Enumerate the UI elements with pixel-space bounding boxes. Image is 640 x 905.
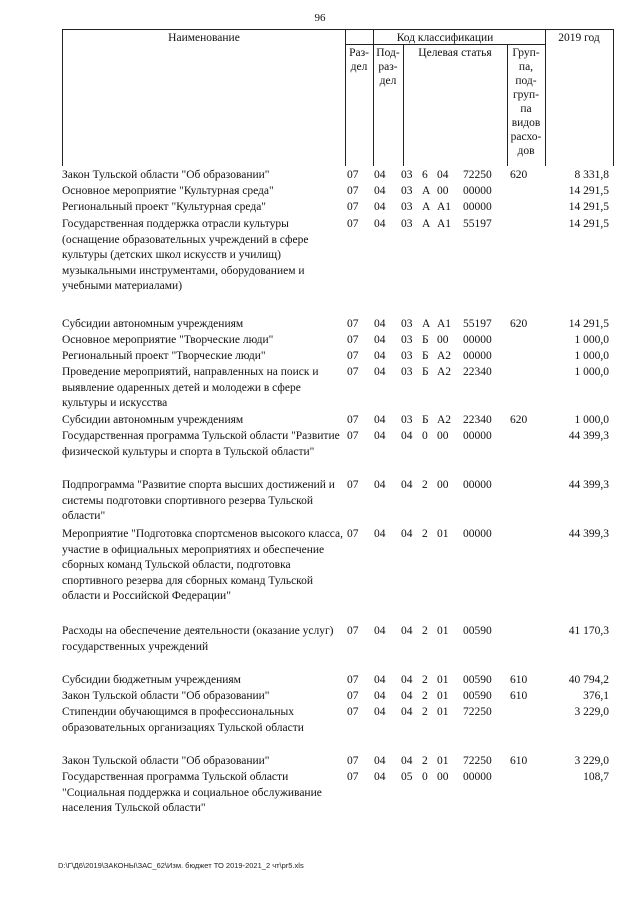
- row-podrazdel: 04: [374, 771, 386, 783]
- row-sum: 41 170,3: [568, 625, 609, 637]
- row-name: Подпрограмма "Развитие спорта высших достижений и системы подготовки спортивного резерва Тульской области": [62, 479, 335, 522]
- row-sum: 14 291,5: [568, 185, 609, 197]
- row-name: Государственная программа Тульской области "Развитие физической культуры и спорта в Тульской области": [62, 430, 340, 458]
- row-target-1: 04: [401, 479, 413, 491]
- row-target-4: 00590: [463, 625, 492, 637]
- row-sum: 40 794,2: [568, 674, 609, 686]
- row-target-3: А1: [437, 218, 452, 230]
- row-target-4: 22340: [463, 366, 492, 378]
- row-razdel: 07: [347, 185, 359, 197]
- row-target-4: 72250: [463, 169, 492, 181]
- row-target-2: А: [422, 185, 431, 197]
- row-target-2: Б: [422, 414, 429, 426]
- row-podrazdel: 04: [374, 218, 386, 230]
- row-razdel: 07: [347, 690, 359, 702]
- row-target-3: 01: [437, 755, 449, 767]
- row-target-3: 04: [437, 169, 449, 181]
- row-sum: 1 000,0: [574, 414, 609, 426]
- row-target-3: А2: [437, 414, 452, 426]
- row-razdel: 07: [347, 674, 359, 686]
- row-razdel: 07: [347, 218, 359, 230]
- row-target-4: 00590: [463, 690, 492, 702]
- row-target-1: 05: [401, 771, 413, 783]
- row-name: Государственная программа Тульской области "Социальная поддержка и социальное обслуживание населения Тульской области": [62, 771, 322, 814]
- row-target-1: 04: [401, 690, 413, 702]
- row-podrazdel: 04: [374, 706, 386, 718]
- row-name: Закон Тульской области "Об образовании": [62, 755, 270, 767]
- row-target-3: А1: [437, 201, 452, 213]
- row-target-1: 03: [401, 185, 413, 197]
- row-name: Субсидии бюджетным учреждениям: [62, 674, 241, 686]
- header-year: 2019 год: [558, 32, 600, 44]
- row-podrazdel: 04: [374, 318, 386, 330]
- row-name: Закон Тульской области "Об образовании": [62, 169, 270, 181]
- row-target-4: 00000: [463, 201, 492, 213]
- row-target-2: 2: [422, 690, 428, 702]
- row-razdel: 07: [347, 755, 359, 767]
- row-target-2: А: [422, 201, 431, 213]
- row-podrazdel: 04: [374, 528, 386, 540]
- row-name: Мероприятие "Подготовка спортсменов высокого класса, участие в официальных мероприятиях и обеспечение сборных команд Тульской области, подготовка спортивного резерва для сборных команд Тульской области и Российской Федерации": [62, 528, 343, 602]
- row-target-4: 00000: [463, 479, 492, 491]
- row-podrazdel: 04: [374, 350, 386, 362]
- row-sum: 3 229,0: [574, 706, 609, 718]
- row-target-2: 2: [422, 528, 428, 540]
- row-target-2: Б: [422, 366, 429, 378]
- row-target-2: 2: [422, 674, 428, 686]
- row-target-4: 00000: [463, 771, 492, 783]
- row-group: 610: [510, 755, 528, 767]
- row-target-3: А2: [437, 350, 452, 362]
- row-target-2: 2: [422, 706, 428, 718]
- row-razdel: 07: [347, 334, 359, 346]
- row-target-2: 0: [422, 430, 428, 442]
- row-target-1: 03: [401, 169, 413, 181]
- row-target-4: 72250: [463, 706, 492, 718]
- row-target-4: 00000: [463, 430, 492, 442]
- row-name: Расходы на обеспечение деятельности (оказание услуг) государственных учреждений: [62, 625, 334, 653]
- row-sum: 14 291,5: [568, 201, 609, 213]
- row-razdel: 07: [347, 706, 359, 718]
- row-sum: 14 291,5: [568, 318, 609, 330]
- row-group: 620: [510, 318, 528, 330]
- row-target-2: Б: [422, 350, 429, 362]
- row-target-3: 00: [437, 479, 449, 491]
- row-target-2: 2: [422, 755, 428, 767]
- row-target-3: 01: [437, 706, 449, 718]
- row-podrazdel: 04: [374, 690, 386, 702]
- row-group: 610: [510, 674, 528, 686]
- row-target-3: 01: [437, 625, 449, 637]
- row-group: 620: [510, 169, 528, 181]
- row-target-1: 03: [401, 334, 413, 346]
- row-target-4: 00000: [463, 528, 492, 540]
- row-podrazdel: 04: [374, 674, 386, 686]
- file-path-footer: D:\Г\Д6\2019\ЗАКОНЫ\ЗАС_62\Изм. бюджет ТО 2019-2021_2 чт\pr5.xls: [58, 861, 304, 870]
- row-podrazdel: 04: [374, 366, 386, 378]
- row-target-1: 04: [401, 755, 413, 767]
- header-podrazdel: Под- раз- дел: [376, 47, 400, 87]
- row-sum: 44 399,3: [568, 479, 609, 491]
- row-sum: 3 229,0: [574, 755, 609, 767]
- row-group: 620: [510, 414, 528, 426]
- row-name: Стипендии обучающимся в профессиональных образовательных организациях Тульской области: [62, 706, 304, 734]
- row-podrazdel: 04: [374, 755, 386, 767]
- row-name: Закон Тульской области "Об образовании": [62, 690, 270, 702]
- row-razdel: 07: [347, 350, 359, 362]
- row-sum: 44 399,3: [568, 528, 609, 540]
- row-target-3: 00: [437, 430, 449, 442]
- row-target-1: 03: [401, 350, 413, 362]
- row-target-3: 00: [437, 334, 449, 346]
- row-target-2: 2: [422, 625, 428, 637]
- row-target-1: 04: [401, 706, 413, 718]
- row-name: Государственная поддержка отрасли культуры (оснащение образовательных учреждений в сфере культуры (детских школ искусств и училищ) музыкальными инструментами, оборудованием и учебными материалами): [62, 218, 309, 292]
- row-target-4: 00000: [463, 350, 492, 362]
- row-target-1: 04: [401, 674, 413, 686]
- row-name: Региональный проект "Культурная среда": [62, 201, 267, 213]
- row-target-1: 03: [401, 201, 413, 213]
- header-razdel: Раз- дел: [349, 47, 369, 73]
- row-target-4: 55197: [463, 318, 492, 330]
- row-target-2: А: [422, 218, 431, 230]
- row-target-3: А1: [437, 318, 452, 330]
- row-podrazdel: 04: [374, 201, 386, 213]
- row-sum: 44 399,3: [568, 430, 609, 442]
- row-sum: 8 331,8: [574, 169, 609, 181]
- row-name: Основное мероприятие "Культурная среда": [62, 185, 274, 197]
- row-podrazdel: 04: [374, 430, 386, 442]
- row-target-4: 22340: [463, 414, 492, 426]
- row-podrazdel: 04: [374, 479, 386, 491]
- row-target-3: 01: [437, 690, 449, 702]
- row-target-1: 03: [401, 318, 413, 330]
- row-target-4: 00000: [463, 334, 492, 346]
- row-target-3: А2: [437, 366, 452, 378]
- row-name: Региональный проект "Творческие люди": [62, 350, 266, 362]
- row-podrazdel: 04: [374, 185, 386, 197]
- row-razdel: 07: [347, 625, 359, 637]
- row-target-2: 6: [422, 169, 428, 181]
- row-target-2: А: [422, 318, 431, 330]
- row-target-2: Б: [422, 334, 429, 346]
- row-razdel: 07: [347, 528, 359, 540]
- row-sum: 1 000,0: [574, 334, 609, 346]
- row-target-1: 03: [401, 414, 413, 426]
- row-razdel: 07: [347, 771, 359, 783]
- row-name: Субсидии автономным учреждениям: [62, 318, 244, 330]
- row-target-3: 01: [437, 674, 449, 686]
- row-razdel: 07: [347, 414, 359, 426]
- row-target-1: 04: [401, 528, 413, 540]
- row-sum: 14 291,5: [568, 218, 609, 230]
- row-podrazdel: 04: [374, 169, 386, 181]
- row-razdel: 07: [347, 169, 359, 181]
- row-target-4: 00590: [463, 674, 492, 686]
- header-code: Код классификации: [396, 32, 494, 44]
- row-sum: 1 000,0: [574, 366, 609, 378]
- row-name: Проведение мероприятий, направленных на поиск и выявление одаренных детей и молодежи в сфере культуры и искусства: [62, 366, 319, 409]
- row-razdel: 07: [347, 201, 359, 213]
- header-target: Целевая статья: [418, 47, 492, 59]
- row-target-3: 00: [437, 771, 449, 783]
- header-name: Наименование: [168, 32, 240, 44]
- row-name: Основное мероприятие "Творческие люди": [62, 334, 274, 346]
- row-sum: 376,1: [583, 690, 609, 702]
- row-name: Субсидии автономным учреждениям: [62, 414, 244, 426]
- row-target-4: 72250: [463, 755, 492, 767]
- row-razdel: 07: [347, 318, 359, 330]
- row-target-4: 55197: [463, 218, 492, 230]
- row-target-2: 2: [422, 479, 428, 491]
- page-number: 96: [314, 12, 326, 24]
- row-razdel: 07: [347, 479, 359, 491]
- row-target-1: 04: [401, 625, 413, 637]
- row-razdel: 07: [347, 430, 359, 442]
- row-razdel: 07: [347, 366, 359, 378]
- row-target-1: 04: [401, 430, 413, 442]
- row-group: 610: [510, 690, 528, 702]
- row-target-2: 0: [422, 771, 428, 783]
- row-target-1: 03: [401, 218, 413, 230]
- row-podrazdel: 04: [374, 334, 386, 346]
- row-target-3: 00: [437, 185, 449, 197]
- row-target-1: 03: [401, 366, 413, 378]
- header-group: Груп- па, под- груп- па видов расхо- дов: [510, 47, 542, 157]
- row-sum: 1 000,0: [574, 350, 609, 362]
- row-target-4: 00000: [463, 185, 492, 197]
- row-podrazdel: 04: [374, 414, 386, 426]
- row-target-3: 01: [437, 528, 449, 540]
- row-podrazdel: 04: [374, 625, 386, 637]
- row-sum: 108,7: [583, 771, 609, 783]
